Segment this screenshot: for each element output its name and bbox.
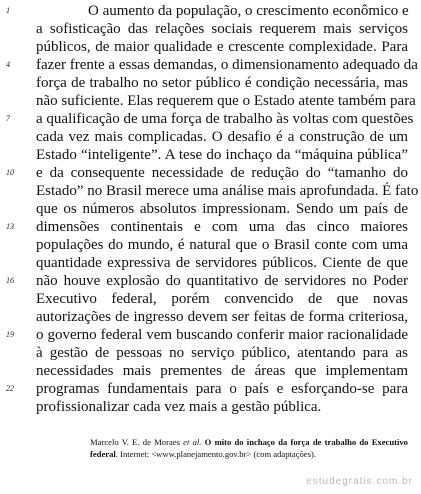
citation-etal: et al. <box>183 437 202 447</box>
text-line: públicos, de maior qualidade e crescente complexidade. Para <box>36 39 408 55</box>
text-line: programas fundamentais para o país e esforçando-se para <box>36 381 408 397</box>
text-line: profissionalizar cada vez mais a gestão pública. <box>36 399 322 415</box>
text-line: à gestão de pessoas no serviço público, atentando para as <box>36 345 408 361</box>
text-line: a qualificação de uma força de trabalho às voltas com questões <box>36 111 414 127</box>
line-number: 22 <box>6 384 14 393</box>
text-line: que os números absolutos impressionam. Sendo um país de <box>36 201 408 217</box>
line-number: 1 <box>6 6 10 15</box>
text-line: autorizações de ingresso devem ser feitas de forma criteriosa, <box>36 309 408 325</box>
citation-title: O mito do inchaço da força de trabalho do Executivo federal <box>90 437 408 459</box>
text-line: o governo federal vem buscando conferir maior racionalidade <box>36 327 408 343</box>
citation-author: Marcelo V. E. de Moraes <box>90 437 180 447</box>
line-number: 4 <box>6 60 10 69</box>
citation-source: . Internet: <www.planejamento.gov.br> (com adaptações). <box>115 449 316 459</box>
line-number: 13 <box>6 222 14 231</box>
line-number: 16 <box>6 276 14 285</box>
text-line: fazer frente a essas demandas, o dimensionamento adequado da <box>36 57 418 73</box>
text-line: força de trabalho no setor público é condição necessária, mas <box>36 75 408 91</box>
line-number: 19 <box>6 330 14 339</box>
source-citation <box>90 436 408 460</box>
watermark: estudegratis.com.br <box>306 476 413 487</box>
text-line: não suficiente. Elas requerem que o Estado atente também para <box>36 93 416 109</box>
text-line: quantidade expressiva de servidores públicos. Ciente de que <box>36 255 408 271</box>
line-number: 7 <box>6 114 10 123</box>
text-line: necessidades mais prementes de áreas que implementam <box>36 363 408 379</box>
text-line: O aumento da população, o crescimento econômico e <box>88 3 409 19</box>
text-line: Estado “inteligente”. A tese do inchaço da “máquina pública” <box>36 147 408 163</box>
text-line: cada vez mais complicadas. O desafio é a construção de um <box>36 129 408 145</box>
text-line: populações do mundo, é natural que o Brasil conte com uma <box>36 237 408 253</box>
text-line: e da consequente necessidade de redução do “tamanho do <box>36 165 408 181</box>
text-line: não houve explosão do quantitativo de servidores no Poder <box>36 273 408 289</box>
text-line: dimensões continentais e com uma das cinco maiores <box>36 219 408 235</box>
line-number: 10 <box>6 168 14 177</box>
text-line: Executivo federal, porém convencido de que novas <box>36 291 408 307</box>
text-line: a sofisticação das relações sociais requerem mais serviços <box>36 21 408 37</box>
text-line: Estado” no Brasil merece uma análise mais aprofundada. É fato <box>36 183 419 199</box>
